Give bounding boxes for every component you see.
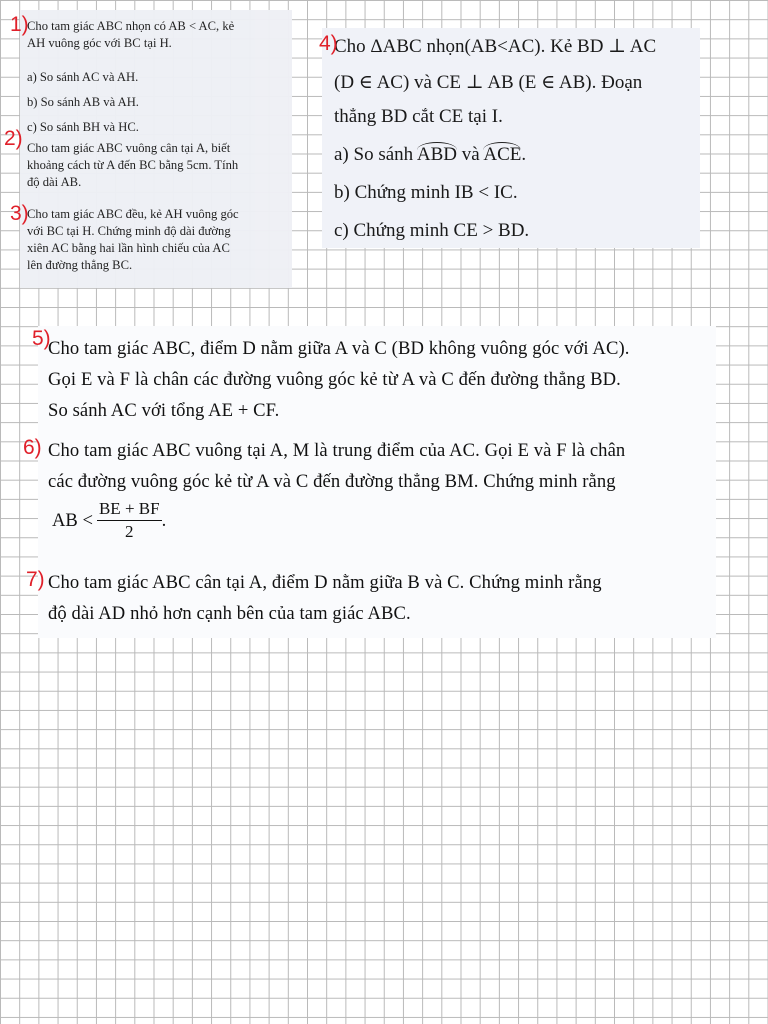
problem-3-line: lên đường thẳng BC. bbox=[27, 258, 133, 272]
problem-7-line-1: Cho tam giác ABC cân tại A, điểm D nằm giữa B và C. Chứng minh rằng bbox=[48, 572, 602, 593]
problem-number-4: 4) bbox=[319, 32, 338, 55]
problem-1-line: Cho tam giác ABC nhọn có AB < AC, kẻ bbox=[27, 19, 235, 33]
item-a-prefix: a) So sánh bbox=[334, 144, 417, 165]
problem-4-item-c: c) Chứng minh CE > BD. bbox=[334, 220, 530, 241]
problem-4-item-b: b) Chứng minh IB < IC. bbox=[334, 182, 518, 203]
problem-4-line-2: (D ∈ AC) và CE ⊥ AB (E ∈ AB). Đoạn bbox=[334, 72, 643, 93]
problem-1-item-c: c) So sánh BH và HC. bbox=[27, 120, 139, 134]
problem-2-line: khoảng cách từ A đến BC bằng 5cm. Tính bbox=[27, 158, 239, 172]
problem-1-line: AH vuông góc với BC tại H. bbox=[27, 36, 172, 50]
exercise-panel-5-7 bbox=[38, 326, 716, 638]
item-a-connector: và bbox=[456, 144, 484, 165]
problem-6-line-1: Cho tam giác ABC vuông tại A, M là trung điểm của AC. Gọi E và F là chân bbox=[48, 440, 626, 461]
problem-number-5: 5) bbox=[32, 327, 51, 350]
problem-4-item-a bbox=[334, 140, 526, 170]
problem-5-line-1: Cho tam giác ABC, điểm D nằm giữa A và C (BD không vuông góc với AC). bbox=[48, 338, 630, 359]
angle-ace: ACE bbox=[483, 144, 522, 165]
formula-period: . bbox=[161, 509, 167, 531]
problem-2-line: độ dài AB. bbox=[27, 175, 82, 189]
problem-5-line-3: So sánh AC với tổng AE + CF. bbox=[48, 400, 280, 421]
problem-7-line-2: độ dài AD nhỏ hơn cạnh bên của tam giác ABC. bbox=[48, 603, 411, 624]
problem-2-text bbox=[27, 140, 289, 191]
problem-1-item-b: b) So sánh AB và AH. bbox=[27, 95, 139, 109]
problem-number-7: 7) bbox=[26, 568, 45, 591]
problem-3-line: với BC tại H. Chứng minh độ dài đường bbox=[27, 224, 231, 238]
problem-number-1: 1) bbox=[10, 13, 29, 36]
problem-number-6: 6) bbox=[23, 436, 42, 459]
problem-3-line: Cho tam giác ABC đều, kẻ AH vuông góc bbox=[27, 207, 239, 221]
formula-lhs: AB < bbox=[52, 509, 93, 531]
problem-number-3: 3) bbox=[10, 202, 29, 225]
problem-1-text bbox=[27, 18, 289, 52]
problem-1-item-a: a) So sánh AC và AH. bbox=[27, 70, 139, 84]
problem-2-line: Cho tam giác ABC vuông cân tại A, biết bbox=[27, 141, 231, 155]
formula-numerator: BE + BF bbox=[97, 498, 162, 521]
angle-abd: ABD bbox=[416, 144, 457, 165]
formula-fraction bbox=[97, 498, 162, 543]
problem-6-formula bbox=[52, 498, 166, 543]
problem-number-2: 2) bbox=[4, 127, 23, 150]
problem-4-line-1: Cho ΔABC nhọn(AB<AC). Kẻ BD ⊥ AC bbox=[334, 36, 657, 57]
problem-3-line: xiên AC bằng hai lần hình chiếu của AC bbox=[27, 241, 230, 255]
item-a-period: . bbox=[521, 144, 527, 165]
problem-4-line-3: thẳng BD cắt CE tại I. bbox=[334, 106, 503, 127]
exercise-panel-4 bbox=[322, 28, 700, 248]
exercise-panel-1-3 bbox=[20, 10, 292, 288]
problem-6-line-2: các đường vuông góc kẻ từ A và C đến đường thẳng BM. Chứng minh rằng bbox=[48, 471, 616, 492]
problem-3-text bbox=[27, 206, 289, 274]
problem-5-line-2: Gọi E và F là chân các đường vuông góc kẻ từ A và C đến đường thẳng BD. bbox=[48, 369, 621, 390]
problem-1-items bbox=[27, 65, 289, 140]
formula-denominator: 2 bbox=[125, 522, 134, 541]
